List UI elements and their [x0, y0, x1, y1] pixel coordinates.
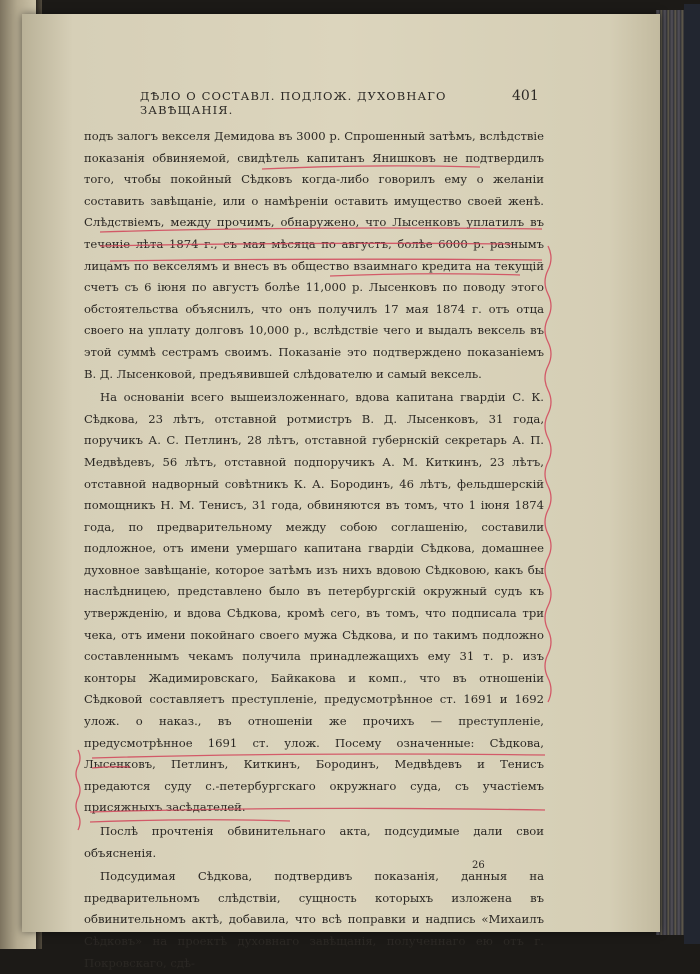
book-cover-edge [684, 4, 700, 944]
running-title: ДѢЛО О СОСТАВЛ. ПОДЛОЖ. ДУХОВНАГО ЗАВѢЩАНІЯ. [140, 89, 447, 117]
page-number: 401 [512, 88, 539, 104]
paragraph: Подсудимая Сѣдкова, подтвердивъ показанія, данныя на предварительномъ слѣдствіи, сущность которыхъ изложена въ обвинительномъ актѣ, добавила, что всѣ поправки и надпись «Михаилъ Сѣдковъ» на проектѣ духовнаго завѣщанія, полученнаго ею отъ г. Покровскаго, сдѣ- [84, 869, 544, 970]
paragraph: подъ залогъ векселя Демидова въ 3000 р. Спрошенный затѣмъ, вслѣдствіе показанія обвиняемой, свидѣтель капитанъ Янишковъ не подтвердилъ того, чтобы покойный Сѣдковъ когда-либо говорилъ ему о желаніи составить завѣщаніе, или о намѣреніи оставить имущество своей женѣ. Слѣдствіемъ, между прочимъ, обнаружено, что Лысенковъ уплатилъ въ теченіе лѣта 1874 г., съ мая мѣсяца по августъ, болѣе 6000 р. разнымъ лицамъ по векселямъ и внесъ въ общество взаимнаго кредита на текущій счетъ съ 6 іюня по августъ болѣе 11,000 р. Лысенковъ по поводу этого обстоятельства объяснилъ, что онъ получилъ 17 мая 1874 г. отъ отца своего на уплату долговъ 10,000 р., вслѣдствіе чего и выдалъ вексель въ этой суммѣ сестрамъ своимъ. Показаніе это подтверждено показаніемъ В. Д. Лысенковой, предъявившей слѣдователю и самый вексель. [84, 129, 544, 381]
signature-mark: 26 [472, 860, 485, 871]
paragraph: Послѣ прочтенія обвинительнаго акта, подсудимые дали свои объясненія. [84, 824, 544, 860]
paragraph: На основаніи всего вышеизложеннаго, вдова капитана гвардіи С. К. Сѣдкова, 23 лѣтъ, отставной ротмистръ В. Д. Лысенковъ, 31 года, поручикъ А. С. Петлинъ, 28 лѣтъ, отставной губернскій секретарь А. П. Медвѣдевъ, 56 лѣтъ, отставной подпоручикъ А. М. Киткинъ, 23 лѣтъ, отставной надворный совѣтникъ К. А. Бородинъ, 46 лѣтъ, фельдшерскій помощникъ Н. М. Тенисъ, 31 года, обвиняются въ томъ, что 1 іюня 1874 года, по предварительному между собою соглашенію, составили подложное, отъ имени умершаго капитана гвардіи Сѣдкова, домашнее духовное завѣщаніе, которое затѣмъ изъ нихъ вдовою Сѣдковою, какъ бы наслѣдницею, представлено было въ петербургскій окружный судъ къ утвержденію, и вдова Сѣдкова, кромѣ сего, въ томъ, что подписала три чека, отъ имени покойнаго своего мужа Сѣдкова, и по такимъ подложно составленнымъ чекамъ получила принадлежащихъ ему 31 т. р. изъ конторы Жадимировскаго, Байкакова и комп., что въ отношеніи Сѣдковой составляетъ преступленіе, предусмотрѣнное ст. 1691 и 1692 улож. о наказ., въ отношеніи же прочихъ — преступленіе, предусмотрѣнное 1691 ст. улож. Посему означенные: Сѣдкова, Лысенковъ, Петлинъ, Киткинъ, Бородинъ, Медвѣдевъ и Тенисъ предаются суду с.-петербургскаго окружнаго суда, съ участіемъ присяжныхъ засѣдателей. [84, 390, 544, 815]
page-body [84, 126, 544, 974]
